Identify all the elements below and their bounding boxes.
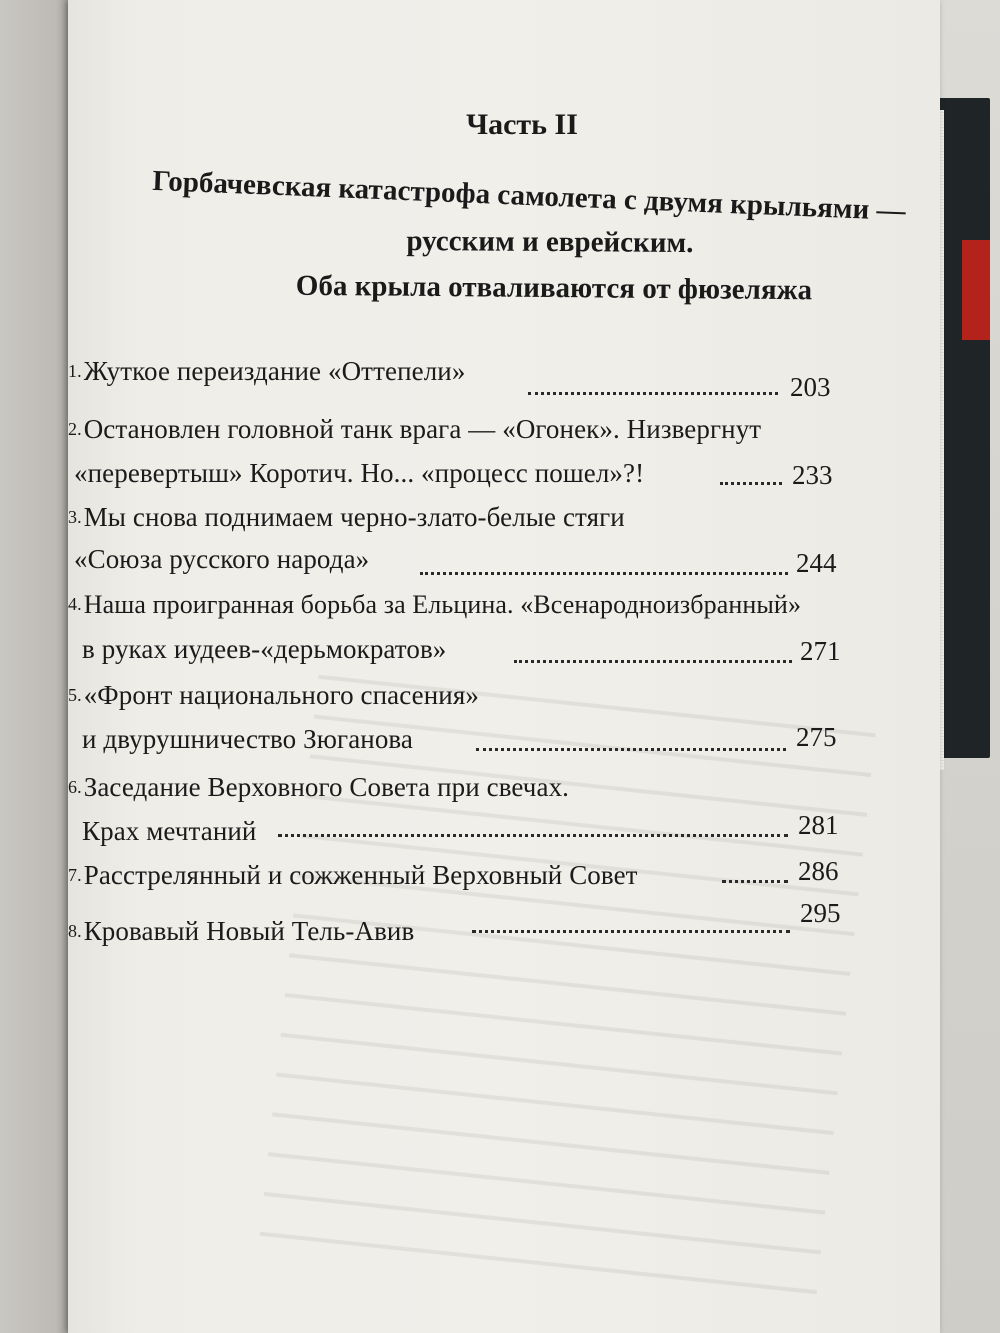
leader-dots: [528, 392, 778, 395]
toc-number: 8.: [68, 921, 82, 941]
subtitle-line-1: Горбачевская катастрофа самолета с двумя крыльями —: [151, 164, 907, 228]
toc-entry-6: [68, 772, 569, 803]
toc-number: 6.: [68, 777, 82, 797]
toc-number: 4.: [68, 594, 82, 614]
toc-entry-1: [68, 356, 465, 387]
leader-dots: [514, 660, 792, 663]
toc-title: Наша проигранная борьба за Ельцина. «Всенароднoизбранный»: [83, 590, 802, 619]
leader-dots: [278, 834, 788, 837]
toc-title: Расстрелянный и сожженный Верховный Совет: [83, 860, 638, 890]
toc-entry-6-line-2: Крах мечтаний: [82, 816, 257, 846]
toc-page-number: 286: [798, 856, 839, 886]
toc-page-number: 295: [800, 898, 841, 928]
toc-title: Остановлен головной танк врага — «Огонек». Низвергнут: [83, 414, 762, 444]
toc-entry-2: [68, 414, 761, 445]
toc-entry-2-line-2: «перевертыш» Коротич. Но... «процесс пошел»?!: [74, 458, 645, 488]
toc-page-number: 275: [796, 722, 837, 752]
toc-page-number: 233: [792, 460, 833, 490]
toc-page-number: 271: [800, 636, 841, 666]
toc-title: Мы снова поднимаем черно-злато-белые стяги: [83, 502, 625, 532]
leader-dots: [472, 930, 790, 933]
toc-title: Кровавый Новый Тель-Авив: [83, 916, 415, 946]
toc-number: 1.: [68, 361, 82, 381]
part-heading: Часть II: [466, 108, 578, 141]
toc-entry-5-line-2: и двурушничество Зюганова: [82, 724, 414, 754]
toc-page-number: 281: [798, 810, 839, 840]
toc-number: 3.: [68, 507, 82, 527]
leader-dots: [420, 572, 788, 575]
toc-title: Заседание Верховного Совета при свечах.: [83, 772, 570, 802]
toc-page-number: 244: [796, 548, 837, 578]
toc-entry-3: [68, 502, 625, 533]
toc-title: Жуткое переиздание «Оттепели»: [83, 356, 466, 386]
toc-number: 7.: [68, 865, 82, 885]
toc-entry-7: [68, 860, 638, 891]
toc-number: 2.: [68, 419, 82, 439]
toc-number: 5.: [68, 685, 82, 705]
toc-entry-5: [68, 680, 479, 711]
toc-entry-4: [68, 590, 801, 620]
toc-entry-3-line-2: «Союза русского народа»: [74, 544, 370, 574]
subtitle-line-3: Оба крыла отваливаются от фюзеляжа: [295, 269, 813, 307]
toc-entry-8: [68, 916, 414, 947]
table-of-contents: [68, 0, 940, 1333]
toc-page-number: 203: [790, 372, 831, 402]
leader-dots: [476, 748, 786, 751]
toc-entry-4-line-2: в руках иудеев-«дерьмократов»: [82, 634, 447, 664]
book-page: [68, 0, 940, 1333]
leader-dots: [720, 482, 782, 485]
subtitle-line-2: русским и еврейским.: [406, 224, 694, 260]
toc-title: «Фронт национального спасения»: [83, 680, 479, 710]
leader-dots: [722, 880, 788, 883]
